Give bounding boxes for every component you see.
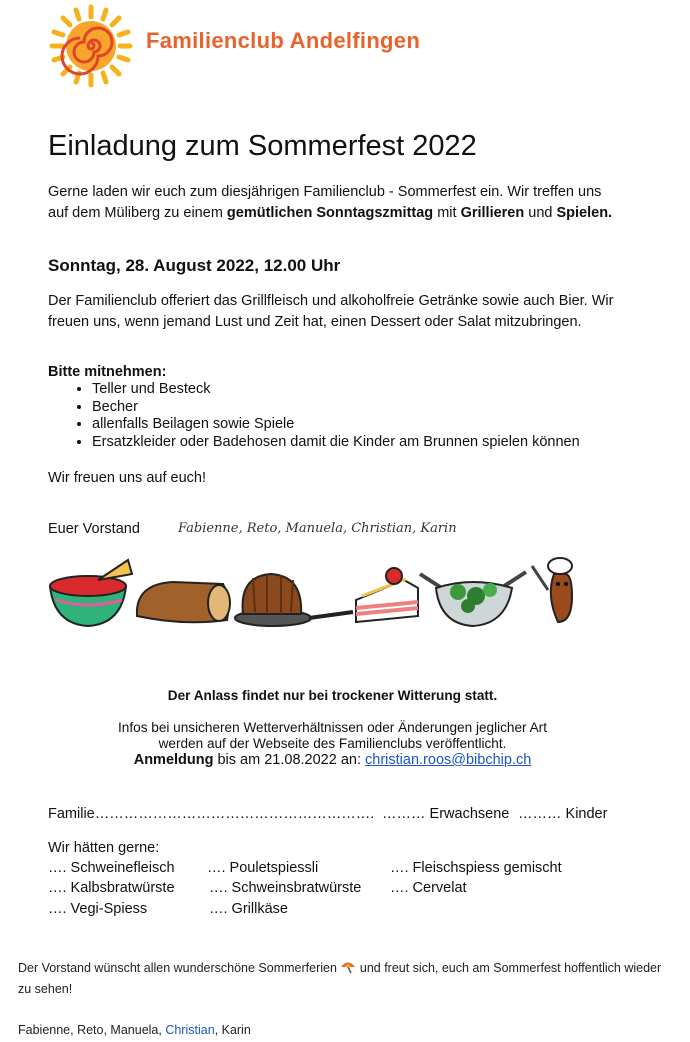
beach-umbrella-icon	[340, 960, 356, 974]
page-title: Einladung zum Sommerfest 2022	[48, 130, 477, 162]
sun-spiral-logo	[48, 4, 134, 88]
list-item: • Ersatzkleider oder Badehosen damit die Kinder am Brunnen spielen können	[92, 434, 648, 452]
bundt-cake-icon	[233, 568, 355, 628]
bring-heading: Bitte mitnehmen:	[48, 364, 167, 380]
option-item: …. Pouletspiessli	[207, 860, 319, 876]
looking-forward: Wir freuen uns auf euch!	[48, 470, 206, 486]
salsa-bowl-icon	[48, 556, 134, 628]
option-item: …. Kalbsbratwürste	[48, 880, 175, 896]
family-field: Familie………………………………………………….	[48, 806, 375, 822]
registration-email-link[interactable]: christian.roos@bibchip.ch	[365, 752, 532, 768]
option-item: …. Schweinsbratwürste	[209, 880, 362, 896]
list-item: • Teller und Besteck	[92, 381, 648, 399]
event-date: Sonntag, 28. August 2022, 12.00 Uhr	[48, 256, 341, 275]
option-item: …. Fleischspiess gemischt	[390, 860, 562, 876]
closing-message: Der Vorstand wünscht allen wunderschöne Sommerferien und freut sich, euch am Sommerfest hoffentlich wieder zu sehen!	[18, 961, 662, 996]
closing-signature: Fabienne, Reto, Manuela, Christian, Karin	[18, 1023, 251, 1037]
salad-bowl-icon	[418, 566, 528, 628]
strawberry-cake-icon	[354, 566, 420, 624]
option-item: …. Cervelat	[390, 880, 467, 896]
list-item: • Becher	[92, 399, 648, 417]
info-line-1: Infos bei unsicheren Wetterverhältnissen oder Änderungen jeglicher Art	[118, 720, 547, 735]
wish-heading: Wir hätten gerne:	[48, 840, 160, 856]
org-name: Familienclub Andelfingen	[146, 28, 421, 53]
option-item: …. Vegi-Spiess	[48, 901, 148, 917]
bring-section	[48, 363, 648, 451]
weather-note: Der Anlass findet nur bei trockener Witterung statt.	[167, 688, 498, 703]
board-signatures: Fabienne, Reto, Manuela, Christian, Karin	[178, 521, 457, 536]
bring-list	[48, 381, 648, 451]
adults-field: ……… Erwachsene	[382, 806, 510, 822]
option-item: …. Grillkäse	[209, 901, 288, 917]
kids-field: ……… Kinder	[518, 806, 608, 822]
info-line-2: werden auf der Webseite des Familienclubs veröffentlicht.	[158, 736, 507, 751]
board-label: Euer Vorstand	[48, 521, 140, 537]
option-item: …. Schweinefleisch	[48, 860, 175, 876]
intro-paragraph: Gerne laden wir euch zum diesjährigen Familienclub - Sommerfest ein. Wir treffen uns auf dem Müliberg zu einem gemütlichen Sonntagszmittag mit Grillieren und Spielen.	[48, 184, 613, 221]
offer-paragraph: Der Familienclub offeriert das Grillfleisch und alkoholfreie Getränke sowie auch Bier. Wir freuen uns, wenn jemand Lust und Zeit hat, einen Dessert oder Salat mitzubringen.	[48, 293, 614, 330]
bread-loaf-icon	[133, 576, 233, 628]
christian-link[interactable]: Christian	[165, 1023, 215, 1037]
registration-line: Anmeldung bis am 21.08.2022 an: christian.roos@bibchip.ch	[133, 752, 532, 768]
list-item: • allenfalls Beilagen sowie Spiele	[92, 416, 648, 434]
sausage-chef-icon	[528, 556, 586, 626]
